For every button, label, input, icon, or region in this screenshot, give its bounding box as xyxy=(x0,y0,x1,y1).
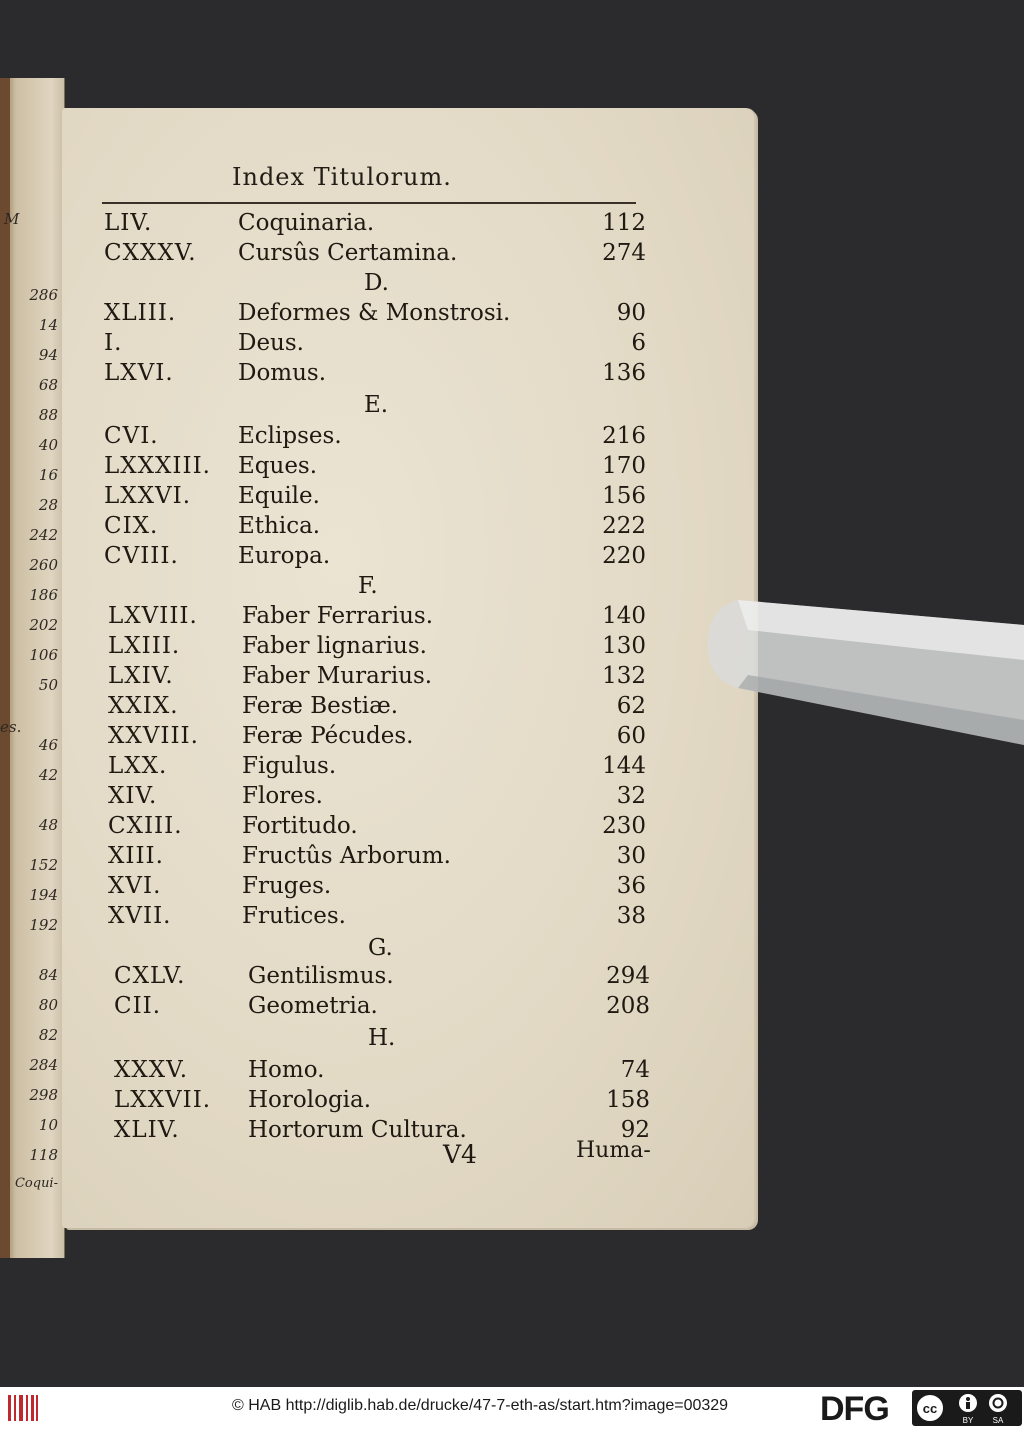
entry-page-number: 36 xyxy=(616,873,646,899)
index-entry xyxy=(0,753,1024,783)
entry-title: Faber Murarius. xyxy=(242,663,433,689)
page-clip xyxy=(708,600,1024,750)
entry-roman-numeral: LXIV. xyxy=(108,663,174,689)
entry-title: Deformes & Monstrosi. xyxy=(238,300,511,326)
entry-roman-numeral: LXXVI. xyxy=(104,483,192,509)
facing-page-number: 80 xyxy=(38,996,58,1014)
facing-page-number: 298 xyxy=(29,1086,58,1104)
entry-page-number: 158 xyxy=(606,1087,650,1113)
index-entry xyxy=(0,783,1024,813)
entry-title: Flores. xyxy=(242,783,323,809)
entry-roman-numeral: XXVIII. xyxy=(108,723,199,749)
entry-roman-numeral: XXXV. xyxy=(114,1057,189,1083)
entry-title: Feræ Bestiæ. xyxy=(242,693,399,719)
entry-page-number: 132 xyxy=(602,663,646,689)
entry-page-number: 170 xyxy=(602,453,646,479)
footer-bar xyxy=(0,1387,1024,1429)
index-entry xyxy=(0,300,1024,330)
entry-roman-numeral: XLIV. xyxy=(114,1117,180,1143)
entry-title: Eques. xyxy=(238,453,318,479)
entry-roman-numeral: CXLV. xyxy=(114,963,186,989)
facing-page-number: 194 xyxy=(29,886,58,904)
entry-page-number: 32 xyxy=(616,783,646,809)
section-letter: D. xyxy=(364,270,389,296)
facing-page-number: 118 xyxy=(29,1146,58,1164)
entry-page-number: 274 xyxy=(602,240,646,266)
entry-title: Hortorum Cultura. xyxy=(248,1117,467,1143)
facing-page-number: 202 xyxy=(29,616,58,634)
entry-page-number: 136 xyxy=(602,360,646,386)
facing-page-number: 192 xyxy=(29,916,58,934)
section-letter: G. xyxy=(368,935,393,961)
entry-title: Eclipses. xyxy=(238,423,342,449)
entry-page-number: 60 xyxy=(616,723,646,749)
index-entry xyxy=(0,210,1024,240)
entry-page-number: 156 xyxy=(602,483,646,509)
entry-roman-numeral: XVI. xyxy=(108,873,162,899)
entry-roman-numeral: CVIII. xyxy=(104,543,179,569)
svg-text:BY: BY xyxy=(962,1416,974,1425)
entry-roman-numeral: LXVI. xyxy=(104,360,174,386)
facing-page-number: 40 xyxy=(38,436,58,454)
facing-page-fragment: es. xyxy=(0,718,22,736)
index-entry xyxy=(0,483,1024,513)
entry-page-number: 62 xyxy=(616,693,646,719)
entry-page-number: 90 xyxy=(616,300,646,326)
entry-page-number: 222 xyxy=(602,513,646,539)
entry-roman-numeral: LXXVII. xyxy=(114,1087,212,1113)
entry-roman-numeral: XIV. xyxy=(108,783,158,809)
index-entry xyxy=(0,360,1024,390)
cc-license-icon[interactable] xyxy=(912,1390,1022,1426)
entry-title: Fortitudo. xyxy=(242,813,358,839)
entry-page-number: 208 xyxy=(606,993,650,1019)
entry-roman-numeral: XXIX. xyxy=(108,693,179,719)
signature-mark: V4 xyxy=(443,1140,477,1169)
entry-page-number: 112 xyxy=(602,210,646,236)
index-entry xyxy=(0,453,1024,483)
entry-title: Frutices. xyxy=(242,903,346,929)
entry-page-number: 74 xyxy=(620,1057,650,1083)
entry-roman-numeral: XVII. xyxy=(108,903,172,929)
source-credit-link[interactable]: © HAB http://diglib.hab.de/drucke/47-7-eth-as/start.htm?image=00329 xyxy=(232,1397,729,1414)
index-entry xyxy=(0,513,1024,543)
entry-title: Homo. xyxy=(248,1057,325,1083)
entry-title: Domus. xyxy=(238,360,327,386)
index-entry xyxy=(0,543,1024,573)
facing-page-number: 68 xyxy=(38,376,58,394)
entry-page-number: 38 xyxy=(616,903,646,929)
facing-page-letter: M xyxy=(4,210,20,228)
entry-page-number: 144 xyxy=(602,753,646,779)
facing-page-catchword: Coqui- xyxy=(14,1176,58,1191)
entry-title: Geometria. xyxy=(248,993,378,1019)
entry-page-number: 30 xyxy=(616,843,646,869)
entry-title: Horologia. xyxy=(248,1087,372,1113)
library-logo-icon xyxy=(6,1391,40,1425)
entry-page-number: 140 xyxy=(602,603,646,629)
facing-page-number: 106 xyxy=(29,646,58,664)
facing-page-number: 286 xyxy=(29,286,58,304)
facing-page-number: 16 xyxy=(38,466,58,484)
facing-page-number: 46 xyxy=(38,736,58,754)
index-entry xyxy=(0,993,1024,1023)
entry-roman-numeral: CXIII. xyxy=(108,813,183,839)
index-entry xyxy=(0,330,1024,360)
section-letter: H. xyxy=(368,1025,396,1051)
facing-page-number: 186 xyxy=(29,586,58,604)
section-letter: E. xyxy=(364,392,389,418)
svg-text:SA: SA xyxy=(992,1416,1004,1425)
facing-page-number: 94 xyxy=(38,346,58,364)
index-entry xyxy=(0,843,1024,873)
entry-roman-numeral: LIV. xyxy=(104,210,153,236)
entry-roman-numeral: LXVIII. xyxy=(108,603,198,629)
facing-page-number: 14 xyxy=(38,316,58,334)
entry-title: Feræ Pécudes. xyxy=(242,723,414,749)
entry-page-number: 216 xyxy=(602,423,646,449)
section-letter: F. xyxy=(358,573,378,599)
facing-page-number: 242 xyxy=(29,526,58,544)
index-entry xyxy=(0,1117,1024,1147)
entry-roman-numeral: LXIII. xyxy=(108,633,181,659)
index-entry xyxy=(0,1087,1024,1117)
entry-roman-numeral: CII. xyxy=(114,993,162,1019)
facing-page-number: 48 xyxy=(38,816,58,834)
entry-title: Fruges. xyxy=(242,873,332,899)
entry-roman-numeral: I. xyxy=(104,330,123,356)
svg-text:cc: cc xyxy=(922,1401,938,1416)
entry-roman-numeral: CXXXV. xyxy=(104,240,197,266)
facing-page-number: 50 xyxy=(38,676,58,694)
entry-roman-numeral: LXXXIII. xyxy=(104,453,211,479)
header-rule xyxy=(102,202,636,204)
entry-title: Ethica. xyxy=(238,513,321,539)
entry-title: Figulus. xyxy=(242,753,337,779)
facing-page-number: 82 xyxy=(38,1026,58,1044)
entry-title: Europa. xyxy=(238,543,331,569)
facing-page-number: 260 xyxy=(29,556,58,574)
entry-title: Coquinaria. xyxy=(238,210,375,236)
entry-title: Faber lignarius. xyxy=(242,633,427,659)
entry-page-number: 130 xyxy=(602,633,646,659)
entry-title: Equile. xyxy=(238,483,320,509)
dfg-logo: DFG xyxy=(820,1390,889,1428)
index-entry xyxy=(0,423,1024,453)
index-entry xyxy=(0,813,1024,843)
entry-page-number: 220 xyxy=(602,543,646,569)
entry-page-number: 230 xyxy=(602,813,646,839)
entry-title: Cursûs Certamina. xyxy=(238,240,458,266)
entry-title: Fructûs Arborum. xyxy=(242,843,451,869)
index-entry xyxy=(0,963,1024,993)
index-entry xyxy=(0,1057,1024,1087)
entry-page-number: 92 xyxy=(620,1117,650,1143)
entry-title: Gentilismus. xyxy=(248,963,394,989)
entry-roman-numeral: LXX. xyxy=(108,753,168,779)
facing-page-number: 152 xyxy=(29,856,58,874)
facing-page-number: 28 xyxy=(38,496,58,514)
entry-page-number: 294 xyxy=(606,963,650,989)
catchword: Huma- xyxy=(576,1138,651,1163)
index-entry xyxy=(0,903,1024,933)
index-entry xyxy=(0,873,1024,903)
index-entry xyxy=(0,240,1024,270)
entry-roman-numeral: XLIII. xyxy=(104,300,177,326)
entry-title: Deus. xyxy=(238,330,304,356)
entry-page-number: 6 xyxy=(631,330,646,356)
facing-page-number: 84 xyxy=(38,966,58,984)
facing-page-number: 42 xyxy=(38,766,58,784)
entry-roman-numeral: XIII. xyxy=(108,843,164,869)
facing-page-number: 284 xyxy=(29,1056,58,1074)
facing-page-number: 88 xyxy=(38,406,58,424)
page-header: Index Titulorum. xyxy=(232,163,452,191)
entry-roman-numeral: CIX. xyxy=(104,513,159,539)
facing-page-number: 10 xyxy=(38,1116,58,1134)
entry-roman-numeral: CVI. xyxy=(104,423,159,449)
entry-title: Faber Ferrarius. xyxy=(242,603,434,629)
